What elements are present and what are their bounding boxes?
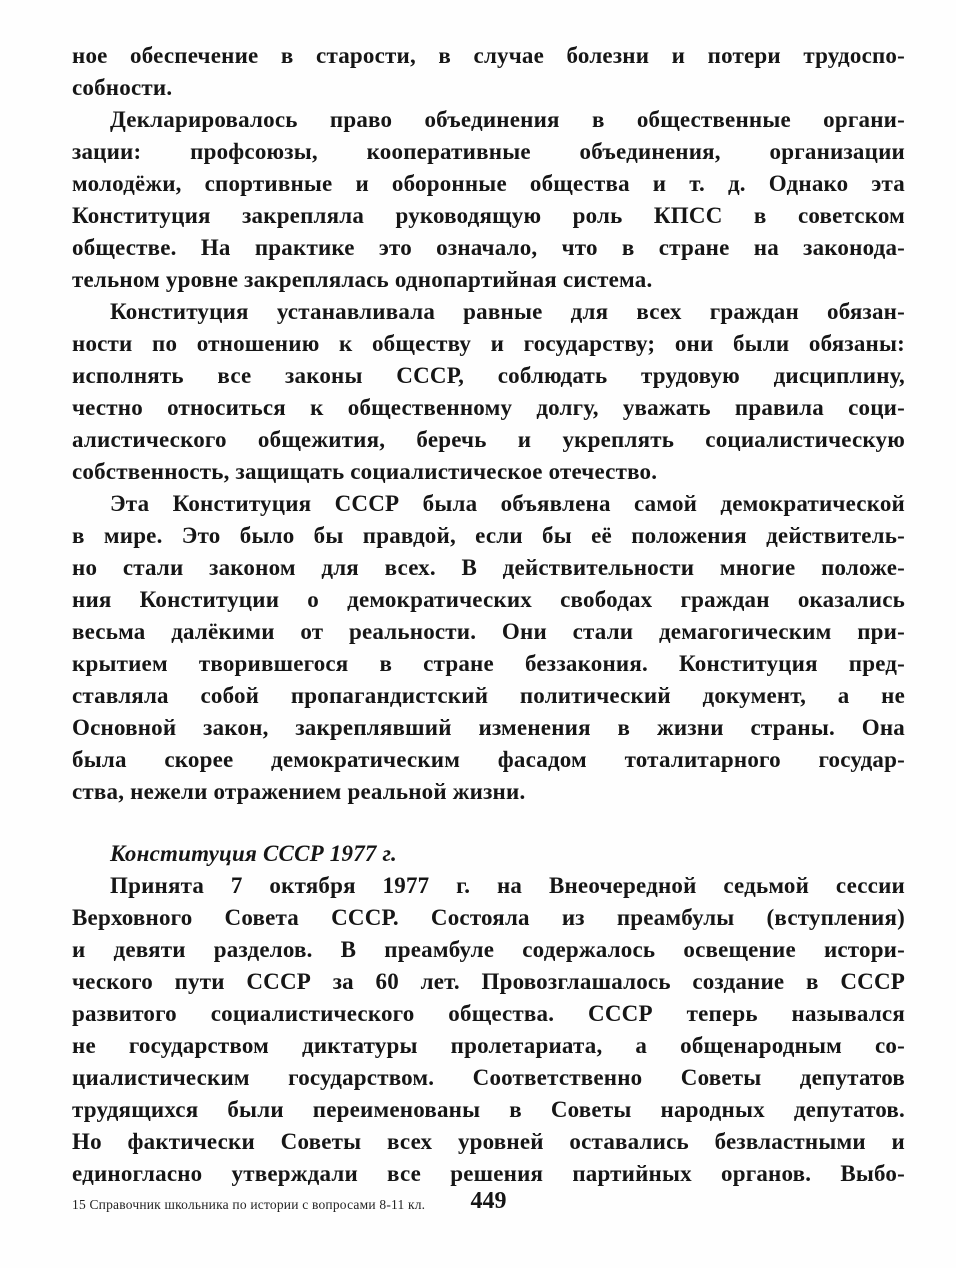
text-line: циалистическим государством. Соответственно Советы депутатов (72, 1065, 905, 1090)
text-line: весьма далёкими от реальности. Они стали демагогическим при- (72, 619, 905, 644)
text-line: ческого пути СССР за 60 лет. Провозглашалось создание в СССР (72, 969, 905, 994)
text-line: исполнять все законы СССР, соблюдать трудовую дисциплину, (72, 363, 905, 388)
text-line: обществе. На практике это означало, что в стране на законода- (72, 235, 905, 260)
text-line: но стали законом для всех. В действительности многие положе- (72, 555, 905, 580)
text-line: Эта Конституция СССР была объявлена самой демократической (110, 491, 905, 516)
text-line: молодёжи, спортивные и оборонные общества и т. д. Однако эта (72, 171, 905, 196)
text-line: Но фактически Советы всех уровней оставались безвластными и (72, 1129, 905, 1154)
text-line: ния Конституции о демократических свободах граждан оказались (72, 587, 905, 612)
text-line: ное обеспечение в старости, в случае болезни и потери трудоспо- (72, 43, 905, 68)
text-line: трудящихся были переименованы в Советы народных депутатов. (72, 1097, 905, 1122)
text-line: Основной закон, закреплявший изменения в жизни страны. Она (72, 715, 905, 740)
text-line: Декларировалось право объединения в общественные органи- (110, 107, 905, 132)
paragraph (72, 104, 905, 296)
page-number: 449 (470, 1188, 507, 1214)
printer-imprint: 15 Справочник школьника по истории с вопросами 8-11 кл. (72, 1197, 426, 1212)
paragraph (72, 488, 905, 808)
page-footer (72, 1188, 905, 1218)
text-line: честно относиться к общественному долгу, уважать правила соци- (72, 395, 905, 420)
text-line: и девяти разделов. В преамбуле содержалось освещение истори- (72, 937, 905, 962)
text-line: Конституция СССР 1977 г. (110, 841, 397, 866)
text-line: единогласно утверждали все решения партийных органов. Выбо- (72, 1161, 905, 1186)
section-heading (72, 838, 905, 870)
text-line: зации: профсоюзы, кооперативные объединения, организации (72, 139, 905, 164)
text-line: в мире. Это было бы правдой, если бы её положения действитель- (72, 523, 905, 548)
paragraph (72, 40, 905, 104)
text-line: развитого социалистического общества. СССР теперь назывался (72, 1001, 905, 1026)
paragraph (72, 870, 905, 1190)
page-text (72, 40, 905, 1190)
text-line: ности по отношению к обществу и государству; они были обязаны: (72, 331, 905, 356)
text-line: собности. (72, 75, 173, 100)
text-line: ставляла собой пропагандистский политический документ, а не (72, 683, 905, 708)
text-line: собственность, защищать социалистическое отечество. (72, 459, 658, 484)
text-line: крытием творившегося в стране беззакония. Конституция пред- (72, 651, 905, 676)
text-line: была скорее демократическим фасадом тоталитарного государ- (72, 747, 905, 772)
text-line: алистического общежития, беречь и укреплять социалистическую (72, 427, 905, 452)
text-line: Конституция устанавливала равные для всех граждан обязан- (110, 299, 905, 324)
text-line: Принята 7 октября 1977 г. на Внеочередной седьмой сессии (110, 873, 905, 898)
text-line: ства, нежели отражением реальной жизни. (72, 779, 526, 804)
text-line: тельном уровне закреплялась однопартийная система. (72, 267, 653, 292)
text-line: Конституция закрепляла руководящую роль КПСС в советском (72, 203, 905, 228)
paragraph (72, 296, 905, 488)
text-line: не государством диктатуры пролетариата, а общенародным со- (72, 1033, 905, 1058)
text-line: Верховного Совета СССР. Состояла из преамбулы (вступления) (72, 905, 905, 930)
